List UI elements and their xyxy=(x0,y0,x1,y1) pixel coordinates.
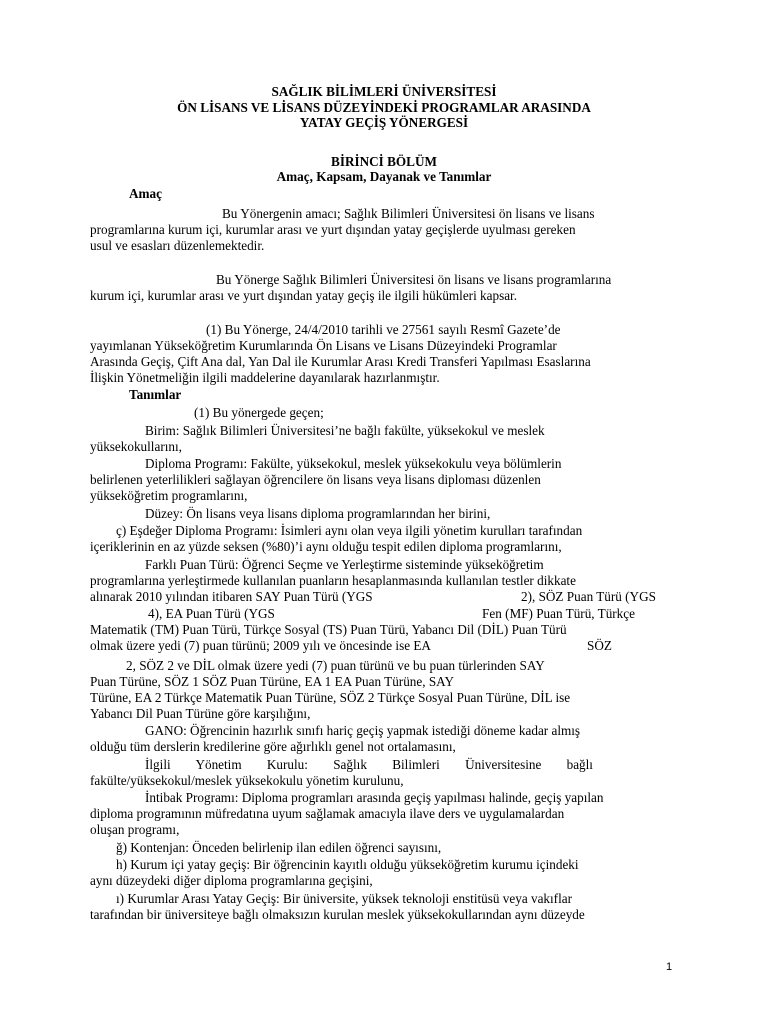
definition-farkli-puan: Puan Türüne, SÖZ 1 SÖZ Puan Türüne, EA 1 EA Puan Türüne, SAY xyxy=(90,674,454,689)
amac-line: Bu Yönergenin amacı; Sağlık Bilimleri Üniversitesi ön lisans ve lisans xyxy=(222,206,595,221)
definition-farkli-puan: olmak üzere yedi (7) puan türünü; 2009 yılı ve öncesinde ise EA xyxy=(90,638,431,653)
definition-esdeger: ç) Eşdeğer Diploma Programı: İsimleri aynı olan veya ilgili yönetim kurulları tarafından xyxy=(116,523,583,538)
definition-diploma: Diploma Programı: Fakülte, yüksekokul, meslek yüksekokulu veya bölümlerin xyxy=(145,456,562,471)
directive-title-line-1: ÖN LİSANS VE LİSANS DÜZEYİNDEKİ PROGRAMLAR ARASINDA xyxy=(177,99,591,115)
definition-diploma: yükseköğretim programlarını, xyxy=(90,488,248,503)
definition-farkli-puan: Yabancı Dil Puan Türüne göre karşılığını, xyxy=(90,706,311,721)
definition-farkli-puan: 2, SÖZ 2 ve DİL olmak üzere yedi (7) puan türünü ve bu puan türlerinden SAY xyxy=(126,658,545,673)
definition-ilgili-yonetim: İlgili Yönetim Kurulu: Sağlık Bilimleri Üniversitesine bağlı xyxy=(145,757,593,772)
definition-kurumlar-arasi: tarafından bir üniversiteye bağlı olmaksızın kurulan meslek yüksekokullarından aynı düzeyde xyxy=(90,907,585,922)
dayanak-line: yayımlanan Yükseköğretim Kurumlarında Ön Lisans ve Lisans Düzeyindeki Programlar xyxy=(90,338,557,353)
definition-esdeger: içeriklerinin en az yüzde seksen (%80)’i aynı olduğu tespit edilen diploma programlarını, xyxy=(90,539,562,554)
definition-farkli-puan: alınarak 2010 yılından itibaren SAY Puan Türü (YGS xyxy=(90,589,373,604)
definition-gano: olduğu tüm derslerin kredilerine göre ağırlıklı genel not ortalamasını, xyxy=(90,739,456,754)
tanimlar-intro: (1) Bu yönergede geçen; xyxy=(194,405,324,420)
definition-kurum-ici: aynı düzeydeki diğer diploma programlarına geçişini, xyxy=(90,873,373,888)
kapsam-line: kurum içi, kurumlar arası ve yurt dışından yatay geçiş ile ilgili hükümleri kapsar. xyxy=(90,288,518,303)
definition-farkli-puan: programlarına yerleştirmede kullanılan puanların hesaplanmasında kullanılan testler dikkate xyxy=(90,573,576,588)
definition-birim: yüksekokullarını, xyxy=(90,439,182,454)
definition-farkli-puan: Matematik (TM) Puan Türü, Türkçe Sosyal (TS) Puan Türü, Yabancı Dil (DİL) Puan Türü xyxy=(90,622,567,637)
definition-kontenjan: ğ) Kontenjan: Önceden belirlenip ilan edilen öğrenci sayısını, xyxy=(116,840,442,855)
university-title: SAĞLIK BİLİMLERİ ÜNİVERSİTESİ xyxy=(271,84,497,99)
definition-farkli-puan: Türüne, EA 2 Türkçe Matematik Puan Türüne, SÖZ 2 Türkçe Sosyal Puan Türüne, DİL ise xyxy=(90,690,571,705)
section-subtitle: Amaç, Kapsam, Dayanak ve Tanımlar xyxy=(276,169,492,185)
dayanak-line: (1) Bu Yönerge, 24/4/2010 tarihli ve 27561 sayılı Resmî Gazete’de xyxy=(206,322,561,337)
definition-farkli-puan: 2), SÖZ Puan Türü (YGS xyxy=(521,589,656,604)
kapsam-line: Bu Yönerge Sağlık Bilimleri Üniversitesi ön lisans ve lisans programlarına xyxy=(216,272,612,287)
definition-farkli-puan: Fen (MF) Puan Türü, Türkçe xyxy=(482,606,635,621)
definition-duzey: Düzey: Ön lisans veya lisans diploma programlarından her birini, xyxy=(145,506,491,521)
definition-intibak: İntibak Programı: Diploma programları arasında geçiş yapılması halinde, geçiş yapılan xyxy=(145,790,604,805)
definition-farkli-puan: 4), EA Puan Türü (YGS xyxy=(148,606,275,621)
amac-heading: Amaç xyxy=(129,186,162,201)
definition-gano: GANO: Öğrencinin hazırlık sınıfı hariç geçiş yapmak istediği döneme kadar almış xyxy=(145,723,581,738)
dayanak-line: Arasında Geçiş, Çift Ana dal, Yan Dal ile Kurumlar Arası Kredi Transferi Yapılması Esaslarına xyxy=(90,354,591,369)
page-number: 1 xyxy=(666,961,673,973)
definition-ilgili-yonetim: fakülte/yüksekokul/meslek yüksekokulu yönetim kurulunu, xyxy=(90,773,404,788)
definition-diploma: belirlenen yeterlilikleri sağlayan öğrencilere ön lisans veya lisans diploması düzenlen xyxy=(90,472,541,487)
document-header xyxy=(0,84,768,185)
amac-line: usul ve esasları düzenlemektedir. xyxy=(90,238,265,253)
definition-kurumlar-arasi: ı) Kurumlar Arası Yatay Geçiş: Bir üniversite, yüksek teknoloji enstitüsü veya vakıflar xyxy=(116,891,572,906)
section-title: BİRİNCİ BÖLÜM xyxy=(331,153,437,169)
definition-farkli-puan: Farklı Puan Türü: Öğrenci Seçme ve Yerleştirme sisteminde yükseköğretim xyxy=(145,557,544,572)
definition-farkli-puan: SÖZ xyxy=(587,638,612,653)
tanimlar-heading: Tanımlar xyxy=(129,387,182,402)
definition-intibak: diploma programının müfredatına uyum sağlamak amacıyla ilave ders ve uygulamalardan xyxy=(90,806,565,821)
amac-line: programlarına kurum içi, kurumlar arası ve yurt dışından yatay geçişlerde uyulması gereken xyxy=(90,222,576,237)
directive-title-line-2: YATAY GEÇİŞ YÖNERGESİ xyxy=(299,115,469,131)
dayanak-line: İlişkin Yönetmeliğin ilgili maddelerine dayanılarak hazırlanmıştır. xyxy=(90,370,440,385)
definition-birim: Birim: Sağlık Bilimleri Üniversitesi’ne bağlı fakülte, yüksekokul ve meslek xyxy=(145,423,545,438)
definition-kurum-ici: h) Kurum içi yatay geçiş: Bir öğrencinin kayıtlı olduğu yükseköğretim kurumu içindeki xyxy=(116,857,579,872)
definition-intibak: oluşan programı, xyxy=(90,822,180,837)
